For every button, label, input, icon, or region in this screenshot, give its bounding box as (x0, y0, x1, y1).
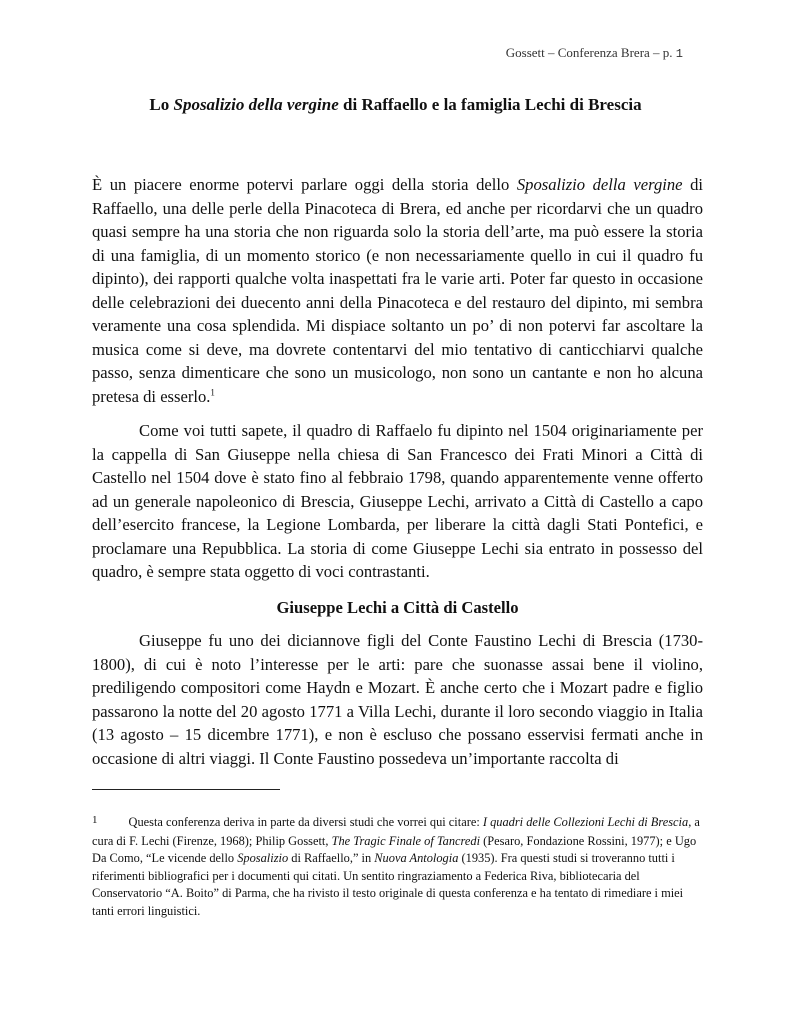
title-suffix: di Raffaello e la famiglia Lechi di Brescia (338, 95, 642, 114)
footnote-text-3: (Pesaro, Fondazione Rossini, 1977); e Ugo Da Como, “Le vicende dello (92, 833, 697, 866)
footnote-mark: 1 (92, 814, 98, 826)
footnote-separator (92, 789, 280, 790)
footnote-text-2: , a cura di F. Lechi (Firenze, 1968); Philip Gossett, (92, 815, 700, 848)
paragraph-intro (92, 173, 703, 408)
footnote-text-1: Questa conferenza deriva in parte da diversi studi che vorrei qui citare: (128, 815, 483, 829)
footnote-reference[interactable]: 1 (210, 386, 215, 397)
para1-italic: Sposalizio della vergine (516, 175, 683, 194)
running-head-text: Gossett – Conferenza Brera – p. (505, 45, 673, 60)
title-italic: Sposalizio della vergine (173, 95, 339, 114)
document-title (92, 95, 699, 115)
document-body (92, 173, 703, 770)
page-number: 1 (675, 47, 683, 61)
footnote-italic-1: I quadri delle Collezioni Lechi di Brescia (482, 815, 689, 829)
running-header (506, 45, 683, 61)
footnote-italic-2: The Tragic Finale of Tancredi (331, 833, 481, 848)
footnote-text-4: di Raffaello,” in (288, 851, 375, 866)
paragraph-history: Come voi tutti sapete, il quadro di Raffaelo fu dipinto nel 1504 originariamente per la cappella di San Giuseppe nella chiesa di San Francesco dei Frati Minori a Città di Castello nel 1504 dove è stato fino al febbraio 1798, quando apparentemente venne offerto ad un generale napoleonico di Brescia, Giuseppe Lechi, arrivato a Città di Castello a capo dell’esercito francese, la Legione Lombarda, per liberare la città dagli Stati Pontefici, e proclamare una Repubblica. La storia di come Giuseppe Lechi sia entrato in possesso del quadro, è sempre stata oggetto di voci contrastanti. (92, 421, 703, 581)
section-heading: Giuseppe Lechi a Città di Castello (276, 597, 519, 617)
footnote (92, 814, 702, 921)
para1-part2: di Raffaello, una delle perle della Pinacoteca di Brera, ed anche per ricordarvi che un quadro quasi sempre ha una storia che non riguarda solo la storia dell’arte, ma può essere la storia di una famiglia, di un momento storico (e non necessariamente quello in cui il quadro fu dipinto), dei rapporti qualche volta inaspettati fra le varie arti. Poter far questo in occasione delle celebrazioni dei duecento anni della Pinacoteca e del restauro del dipinto, mi sembra veramente una cosa splendida. Mi dispiace soltanto un po’ di non potervi far ascoltare la musica come si deve, ma dovrete contentarvi del mio tentativo di canticchiarvi qualche passo, senza dimenticare che sono un musicologo, non sono un cantante e non ho alcuna pretesa di esserlo. (92, 175, 703, 406)
title-prefix: Lo (149, 95, 174, 114)
footnote-italic-4: Nuova Antologia (374, 851, 459, 866)
footnote-italic-3: Sposalizio (237, 851, 289, 866)
para1-part1: È un piacere enorme potervi parlare oggi della storia dello (92, 175, 517, 194)
footnote-text-5: (1935). Fra questi studi si troveranno tutti i riferimenti bibliografici per i documenti qui citati. Un sentito ringraziamento a Federica Riva, bibliotecaria del Conservatorio “A. Boito” di Parma, che ha rivisto il testo originale di questa conferenza e ha tentato di rimediare i miei tanti errori linguistici. (92, 851, 684, 918)
paragraph-giuseppe: Giuseppe fu uno dei diciannove figli del Conte Faustino Lechi di Brescia (1730-1800), di cui è noto l’interesse per le arti: pare che suonasse assai bene il violino, prediligendo compositori come Haydn e Mozart. È anche certo che i Mozart padre e figlio passarono la notte del 20 agosto 1771 a Villa Lechi, durante il loro secondo viaggio in Italia (13 agosto – 15 dicembre 1771), e non è escluso che possano esservisi fermati anche in occasione di altri viaggi. Il Conte Faustino possedeva un’importante raccolta di (92, 631, 703, 768)
